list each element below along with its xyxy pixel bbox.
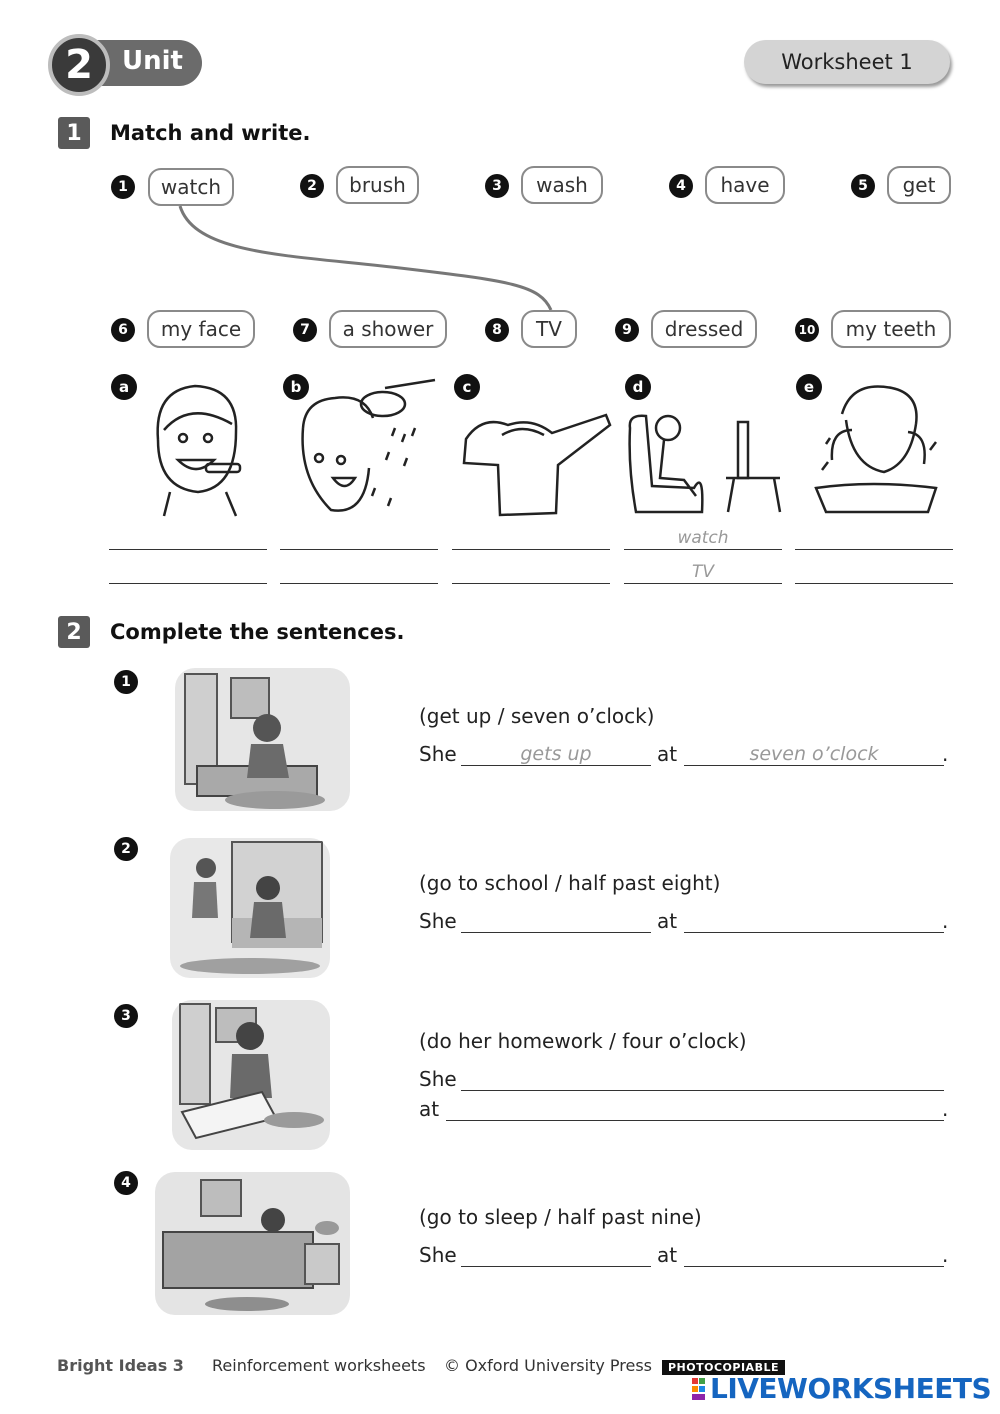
illustration-getting-dressed: [452, 395, 612, 520]
photocopiable-badge: PHOTOCOPIABLE: [662, 1360, 785, 1375]
word-number: 4: [669, 174, 693, 198]
picture-label: e: [796, 374, 822, 400]
at-label: at: [419, 1097, 440, 1121]
illustration-getting-up: [175, 668, 350, 811]
word-box-wash[interactable]: wash: [521, 166, 603, 204]
answer-1-time[interactable]: seven o’clock: [684, 742, 944, 766]
word-box-a-shower[interactable]: a shower: [329, 310, 447, 348]
period: .: [942, 909, 949, 933]
illustration-brushing-teeth: [150, 380, 250, 520]
word-box-dressed[interactable]: dressed: [651, 310, 757, 348]
answer-1-verb[interactable]: gets up: [461, 742, 651, 766]
she-label: She: [419, 1067, 457, 1091]
answer-3-time[interactable]: [446, 1097, 944, 1121]
answer-line-b-2[interactable]: [280, 558, 438, 584]
illustration-watching-tv: [624, 408, 784, 520]
period: .: [942, 742, 949, 766]
she-label: She: [419, 1243, 457, 1267]
word-box-my-teeth[interactable]: my teeth: [831, 310, 951, 348]
prompt-3: (do her homework / four o’clock): [419, 1029, 747, 1053]
item-number: 4: [114, 1171, 138, 1195]
liveworksheets-logo-icon: [692, 1378, 706, 1400]
word-box-brush[interactable]: brush: [336, 166, 419, 204]
illustration-going-to-sleep: [155, 1172, 350, 1315]
word-number: 3: [485, 174, 509, 198]
answer-line-d-1[interactable]: watch: [624, 524, 782, 550]
word-box-watch[interactable]: watch: [148, 168, 234, 206]
picture-label: c: [454, 374, 480, 400]
word-number: 2: [300, 174, 324, 198]
word-number: 1: [111, 175, 135, 199]
answer-line-a-2[interactable]: [109, 558, 267, 584]
word-number: 8: [485, 318, 509, 342]
answer-line-a-1[interactable]: [109, 524, 267, 550]
word-box-get[interactable]: get: [887, 166, 951, 204]
she-label: She: [419, 742, 457, 766]
item-number: 2: [114, 837, 138, 861]
section-2-number: 2: [58, 616, 90, 648]
answer-line-b-1[interactable]: [280, 524, 438, 550]
picture-label: a: [111, 374, 137, 400]
at-label: at: [657, 742, 678, 766]
illustration-shower: [295, 378, 440, 520]
answer-3-verb[interactable]: [461, 1067, 944, 1091]
picture-label: d: [625, 374, 651, 400]
word-box-have[interactable]: have: [705, 166, 785, 204]
illustration-doing-homework: [172, 1000, 330, 1150]
period: .: [942, 1243, 949, 1267]
word-number: 5: [851, 174, 875, 198]
period: .: [942, 1097, 949, 1121]
worksheet-label: Worksheet 1: [744, 40, 950, 84]
answer-line-e-2[interactable]: [795, 558, 953, 584]
answer-2-verb[interactable]: [461, 909, 651, 933]
section-2-title: Complete the sentences.: [110, 620, 405, 644]
liveworksheets-brand: LIVEWORKSHEETS: [710, 1372, 992, 1405]
answer-line-c-2[interactable]: [452, 558, 610, 584]
picture-label: b: [283, 374, 309, 400]
answer-line-d-2[interactable]: TV: [624, 558, 782, 584]
word-number: 7: [293, 318, 317, 342]
at-label: at: [657, 909, 678, 933]
word-number: 6: [111, 318, 135, 342]
item-number: 1: [114, 670, 138, 694]
answer-4-verb[interactable]: [461, 1243, 651, 1267]
answer-4-time[interactable]: [684, 1243, 944, 1267]
section-1-title: Match and write.: [110, 121, 311, 145]
prompt-2: (go to school / half past eight): [419, 871, 721, 895]
footer-book: Bright Ideas 3: [57, 1356, 184, 1375]
match-line: [0, 0, 1000, 360]
word-box-my-face[interactable]: my face: [147, 310, 255, 348]
answer-2-time[interactable]: [684, 909, 944, 933]
section-1-number: 1: [58, 117, 90, 149]
she-label: She: [419, 909, 457, 933]
prompt-4: (go to sleep / half past nine): [419, 1205, 702, 1229]
answer-line-e-1[interactable]: [795, 524, 953, 550]
illustration-washing-face: [812, 380, 942, 520]
footer-series: Reinforcement worksheets: [212, 1356, 426, 1375]
unit-number: 2: [48, 34, 110, 96]
item-number: 3: [114, 1004, 138, 1028]
prompt-1: (get up / seven o’clock): [419, 704, 655, 728]
footer-copyright: © Oxford University Press: [444, 1356, 653, 1375]
at-label: at: [657, 1243, 678, 1267]
unit-label: Unit: [122, 46, 183, 76]
answer-line-c-1[interactable]: [452, 524, 610, 550]
word-box-tv[interactable]: TV: [521, 310, 577, 348]
illustration-going-to-school: [170, 838, 330, 978]
word-number: 9: [615, 318, 639, 342]
word-number: 10: [795, 318, 819, 342]
